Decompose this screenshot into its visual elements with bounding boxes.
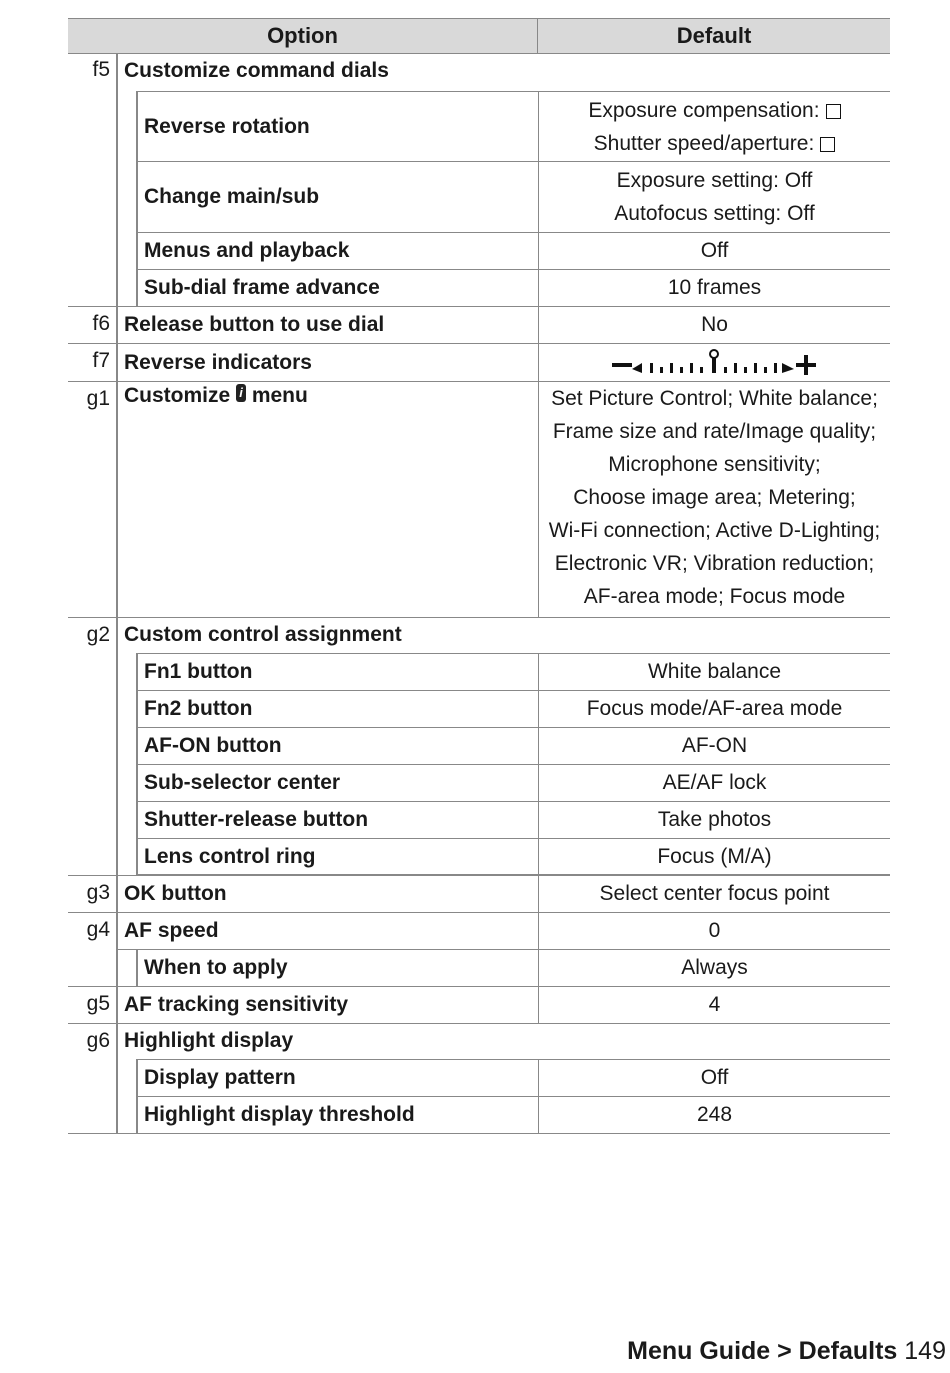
option-label: Change main/sub [144, 185, 320, 208]
table-row [138, 270, 890, 306]
option-label: Shutter-release button [144, 808, 369, 831]
default-column-header: Default [676, 23, 752, 48]
option-label: OK button [124, 882, 227, 905]
option-label: AF tracking sensitivity [124, 993, 349, 1016]
table-row [138, 233, 890, 270]
table-row: g6 Highlight display Display pattern Off Highlight display threshold 248 [68, 1023, 890, 1134]
default-value: 0 [538, 913, 890, 949]
page-number: 149 [904, 1337, 946, 1365]
exposure-indicator-icon [610, 349, 820, 377]
option-label: When to apply [144, 956, 288, 979]
table-row [68, 54, 890, 306]
table-row [138, 162, 890, 233]
option-label: Lens control ring [144, 844, 316, 868]
default-value: Off [538, 233, 890, 269]
table-header [68, 18, 890, 54]
default-value: Focus (M/A) [538, 839, 890, 874]
option-label: Highlight display threshold [144, 1103, 415, 1126]
option-label: Display pattern [144, 1066, 296, 1089]
table-row: g1 Customize i menu Set Picture Control; White balance; Frame size and rate/Image quality; Microphone sensitivity; Choose image area; Metering; Wi-Fi connection; Active D-Lighting; Electronic VR; Vibration reduction; AF-area mode; Focus mode [68, 381, 890, 617]
table-row: g3 OK button Select center focus point [68, 875, 890, 912]
option-label: Fn2 button [144, 697, 253, 720]
default-value [538, 344, 890, 381]
option-label: Customize i menu [124, 384, 308, 407]
default-value: Take photos [538, 802, 890, 838]
checkbox-icon [826, 104, 841, 119]
table-row: g4 AF speed 0 When to apply Always [68, 912, 890, 986]
option-label: Fn1 button [144, 660, 253, 683]
default-value: No [538, 307, 890, 343]
group-title: Highlight display [124, 1029, 294, 1052]
group-title: Customize command dials [124, 59, 389, 82]
checkbox-icon [820, 137, 835, 152]
table-row: g5 AF tracking sensitivity 4 [68, 986, 890, 1023]
option-label: AF-ON button [144, 734, 282, 757]
table-row: f6 Release button to use dial No [68, 306, 890, 343]
default-value: White balance [538, 654, 890, 690]
option-label: AF speed [124, 919, 219, 942]
info-i-icon: i [236, 384, 246, 402]
table-row: g2 Custom control assignment Fn1 button White balance Fn2 button Focus mode/AF-area mode AF-ON button AF-ON Sub-selector center AE/AF lock Shutter-release button Take photos Lens control ring Focus (M/A) [68, 617, 890, 875]
default-value: AE/AF lock [538, 765, 890, 801]
default-value: Focus mode/AF-area mode [538, 691, 890, 727]
default-value: Always [538, 950, 890, 986]
breadcrumb: Menu Guide > Defaults [627, 1337, 898, 1365]
option-label: Sub-dial frame advance [144, 276, 380, 299]
defaults-table [68, 18, 890, 1134]
option-label: Reverse rotation [144, 114, 310, 138]
page-footer [627, 1337, 946, 1366]
option-column-header: Option [68, 19, 538, 53]
default-value: Off [538, 1060, 890, 1096]
default-value: AF-ON [538, 728, 890, 764]
option-label: Menus and playback [144, 239, 350, 262]
table-row [138, 92, 890, 162]
option-label: Sub-selector center [144, 771, 341, 794]
default-value: 10 frames [538, 270, 890, 306]
group-title: Custom control assignment [124, 623, 402, 646]
default-value: 4 [538, 987, 890, 1023]
default-value: Exposure compensation: Shutter speed/aperture: [538, 92, 890, 161]
option-label: Release button to use dial [124, 313, 385, 336]
row-code: f5 [92, 58, 110, 81]
default-value: Exposure setting: Off Autofocus setting: Off [538, 162, 890, 232]
default-value: Set Picture Control; White balance; Frame size and rate/Image quality; Microphone sensitivity; Choose image area; Metering; Wi-Fi connection; Active D-Lighting; Electronic VR; Vibration reduction; AF-area mode; Focus mode [538, 382, 890, 617]
option-label: Reverse indicators [124, 350, 312, 374]
default-value: 248 [538, 1097, 890, 1133]
default-value: Select center focus point [538, 876, 890, 912]
table-row: f7 Reverse indicators [68, 343, 890, 381]
